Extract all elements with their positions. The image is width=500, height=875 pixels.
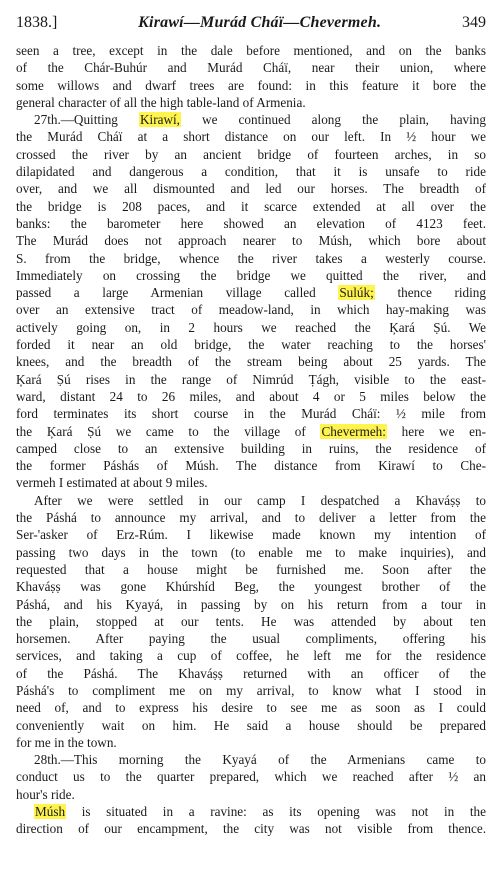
text-segment: forded it near an old bridge, the water reaching to the horses' — [16, 337, 486, 353]
text-segment: ford terminates its short course in the Murád Cháï: ½ mile from — [16, 406, 486, 422]
text-line — [16, 319, 486, 336]
text-segment: the Páshá to announce my arrival, and to deliver a letter from the — [16, 510, 486, 526]
text-segment: Páshá's to compliment me on my arrival, to know what I stood in — [16, 682, 486, 698]
text-line — [16, 146, 486, 163]
text-segment: hour's ride. — [16, 786, 75, 802]
text-line — [16, 215, 486, 232]
text-segment: need of, and to express his desire to see me as soon as I could — [16, 700, 486, 716]
highlighted-place-name: Sulúk; — [339, 285, 374, 301]
text-segment: direction of our encampment, the city was not visible from thence. — [16, 821, 486, 837]
page-number: 349 — [462, 14, 486, 31]
text-line — [16, 267, 486, 284]
text-line — [16, 492, 486, 509]
text-line — [16, 232, 486, 249]
text-line — [16, 613, 486, 630]
text-segment: thence riding — [374, 285, 486, 301]
text-segment: passed a large Armenian village called — [16, 285, 339, 301]
text-line — [16, 371, 486, 388]
body-text — [16, 42, 486, 838]
text-line — [16, 388, 486, 405]
text-segment: dilapidated and dangerous a condition, that it is unsafe to ride — [16, 164, 486, 180]
text-segment: the plain, stopped at our tents. He was attended by about ten — [16, 613, 486, 629]
text-line — [16, 94, 486, 111]
text-line — [16, 526, 486, 543]
text-segment: some willows and dwarf trees are found: in this feature it bore the — [16, 77, 486, 93]
text-line — [16, 284, 486, 301]
text-segment: Immediately on crossing the bridge we quitted the river, and — [16, 267, 486, 283]
text-line — [16, 820, 486, 837]
text-segment: over an extensive tract of meadow-land, in which hay-making was — [16, 302, 486, 318]
text-line — [16, 180, 486, 197]
text-line — [16, 301, 486, 318]
text-line — [16, 198, 486, 215]
text-line — [16, 111, 486, 128]
highlighted-place-name: Chevermeh: — [321, 423, 386, 439]
text-line — [16, 630, 486, 647]
text-segment: we continued along the plain, having — [180, 112, 486, 128]
text-line — [16, 803, 486, 820]
text-line — [16, 128, 486, 145]
page-header — [16, 12, 486, 34]
text-line — [16, 42, 486, 59]
text-segment: over, and we all dismounted and led our horses. The breadth of — [16, 181, 486, 197]
text-segment: ward, distant 24 to 26 miles, and about 4 or 5 miles below the — [16, 388, 486, 404]
text-line — [16, 77, 486, 94]
text-segment: requested that a house might be furnished me. Soon after the — [16, 561, 486, 577]
text-line — [16, 163, 486, 180]
text-segment: 27th.—Quitting — [34, 112, 140, 128]
text-line — [16, 682, 486, 699]
text-segment: Ķará Ṣú rises in the range of Nimrúd Ṭágh, visible to the east- — [16, 371, 486, 387]
text-segment: knees, and the breadth of the stream being about 25 yards. The — [16, 354, 486, 370]
text-segment: vermeh I estimated at about 9 miles. — [16, 475, 208, 491]
text-line — [16, 647, 486, 664]
text-line — [16, 578, 486, 595]
text-line — [16, 423, 486, 440]
text-segment: the bridge is 208 paces, and it scarce extended at all over the — [16, 198, 486, 214]
text-segment: for me in the town. — [16, 734, 117, 750]
text-line — [16, 786, 486, 803]
text-segment: The Murád does not approach nearer to Músh, which bore about — [16, 233, 486, 249]
text-line — [16, 353, 486, 370]
text-line — [16, 751, 486, 768]
text-segment: here we en- — [386, 423, 486, 439]
text-segment: 28th.—This morning the Kyayá of the Armenians came to — [34, 752, 486, 768]
text-segment: passing two days in the town (to enable me to make inquiries), and — [16, 544, 486, 560]
highlighted-place-name: Kirawí, — [140, 112, 180, 128]
text-segment: banks: the barometer here showed an elevation of 4123 feet. — [16, 215, 486, 231]
text-line — [16, 768, 486, 785]
text-segment: Khaváṣṣ was gone Khúrshíd Beg, the youngest brother of the — [16, 579, 486, 595]
text-line — [16, 405, 486, 422]
text-line — [16, 250, 486, 267]
text-segment: of the Chár-Buhúr and Murád Cháï, near their union, where — [16, 60, 486, 76]
text-segment: actively going on, in 2 hours we reached the Ķará Ṣú. We — [16, 319, 486, 335]
text-segment: conveniently wait on him. He said a house should be prepared — [16, 717, 486, 733]
text-segment: the Murád Cháï at a short distance on our left. In ½ hour we — [16, 129, 486, 145]
text-segment: of the Páshá. The Khaváṣṣ returned with an officer of the — [16, 665, 486, 681]
text-line — [16, 457, 486, 474]
highlighted-place-name: Músh — [35, 804, 66, 820]
text-line — [16, 59, 486, 76]
text-line — [16, 717, 486, 734]
text-line — [16, 665, 486, 682]
header-year: 1838.] — [16, 14, 58, 31]
text-segment: seen a tree, except in the dale before mentioned, and on the banks — [16, 43, 486, 58]
text-segment: camped close to an extensive building in ruins, the residence of — [16, 440, 486, 456]
text-line — [16, 544, 486, 561]
text-segment: conduct us to the quarter prepared, which we reached after ½ an — [16, 769, 486, 785]
text-line — [16, 509, 486, 526]
running-title: Kirawí—Murád Cháï—Chevermeh. — [138, 14, 382, 31]
text-segment: general character of all the high table-land of Armenia. — [16, 94, 306, 110]
text-segment: the former Páshás of Músh. The distance from Kirawí to Che- — [16, 458, 486, 474]
text-segment: is situated in a ravine: as its opening was not in the — [66, 804, 486, 820]
text-segment: Ser-'asker of Erz-Rúm. I likewise made known my intention of — [16, 527, 486, 543]
text-segment: crossed the river by an ancient bridge of fourteen arches, in so — [16, 146, 486, 162]
text-segment: services, and taking a cup of coffee, he left me for the residence — [16, 648, 486, 664]
text-line — [16, 440, 486, 457]
text-segment: Páshá, and his Kyayá, in passing by on his return from a tour in — [16, 596, 486, 612]
text-line — [16, 699, 486, 716]
text-segment: horsemen. After paying the usual compliments, offering his — [16, 631, 486, 647]
text-segment: After we were settled in our camp I despatched a Khaváṣṣ to — [34, 492, 486, 508]
text-line — [16, 474, 486, 491]
text-line — [16, 336, 486, 353]
text-segment: S. from the bridge, whence the river takes a westerly course. — [16, 250, 486, 266]
text-line — [16, 596, 486, 613]
text-segment: the Ķará Ṣú we came to the village of — [16, 423, 321, 439]
text-line — [16, 561, 486, 578]
text-line — [16, 734, 486, 751]
